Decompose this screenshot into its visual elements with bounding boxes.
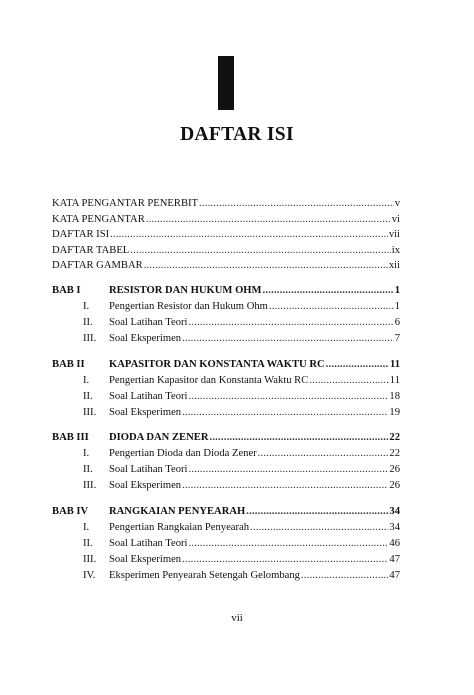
section-number: II.	[83, 317, 93, 329]
toc-entry[interactable]	[52, 212, 400, 228]
dot-leader	[144, 258, 388, 274]
toc-entry-label: DAFTAR GAMBAR	[52, 260, 143, 272]
section-number: I.	[83, 301, 90, 313]
page-number: vii	[231, 612, 243, 624]
section-number: I.	[83, 521, 90, 533]
section-number: IV.	[83, 569, 96, 581]
section-page: 34	[389, 521, 400, 533]
chapter-block	[52, 430, 400, 494]
chapter-number: BAB I	[52, 285, 81, 297]
toc-entry-label: DAFTAR TABEL	[52, 244, 130, 256]
section-title: Soal Latihan Teori	[109, 464, 188, 476]
section-title: Soal Eksperimen	[109, 406, 182, 418]
chapter-title: RANGKAIAN PENYEARAH	[109, 505, 246, 517]
dot-leader	[199, 196, 394, 212]
section-title: Soal Eksperimen	[109, 480, 182, 492]
section-number: III.	[83, 480, 97, 492]
section-page: 1	[394, 301, 400, 313]
section-title: Pengertian Rangkaian Penyearah	[109, 521, 250, 533]
section-title: Eksperimen Penyearah Setengah Gelombang	[109, 569, 300, 581]
toc-entry[interactable]	[52, 243, 400, 259]
dot-leader	[269, 299, 394, 315]
toc-entry-label: DAFTAR ISI	[52, 229, 110, 241]
section-title: Soal Eksperimen	[109, 553, 182, 565]
chapter-page: 1	[394, 285, 400, 297]
dot-leader	[146, 212, 391, 228]
chapter-number: BAB IV	[52, 505, 89, 517]
dot-leader	[130, 243, 390, 259]
section-page: 47	[389, 569, 400, 581]
section-entry[interactable]	[52, 478, 400, 494]
section-entry[interactable]	[52, 536, 400, 552]
section-title: Pengertian Resistor dan Hukum Ohm	[109, 301, 268, 313]
toc-entry-page: vi	[391, 213, 400, 225]
chapter-block	[52, 357, 400, 421]
chapter-block	[52, 504, 400, 584]
section-title: Pengertian Kapasitor dan Konstanta Waktu RC	[109, 374, 309, 386]
dot-leader	[110, 227, 388, 243]
dot-leader	[263, 283, 394, 299]
chapter-page: 11	[389, 358, 400, 370]
dot-leader	[189, 462, 389, 478]
toc-entry-page: v	[394, 198, 400, 209]
section-entry[interactable]	[52, 462, 400, 478]
toc-entry-label: KATA PENGANTAR PENERBIT	[52, 198, 199, 209]
section-entry[interactable]	[52, 405, 400, 421]
toc-entry-label: KATA PENGANTAR	[52, 213, 145, 225]
section-page: 26	[389, 480, 400, 492]
dot-leader	[182, 552, 388, 568]
dot-leader	[258, 446, 389, 462]
chapter-entry[interactable]	[52, 357, 400, 373]
dot-leader	[250, 520, 388, 536]
chapter-block	[52, 283, 400, 347]
chapter-title: DIODA DAN ZENER	[109, 432, 209, 444]
section-entry[interactable]	[52, 373, 400, 389]
dot-leader	[209, 430, 388, 446]
dot-leader	[182, 478, 388, 494]
section-title: Soal Latihan Teori	[109, 390, 188, 402]
toc-entry-page: ix	[391, 244, 400, 256]
section-number: II.	[83, 464, 93, 476]
dot-leader	[301, 568, 388, 584]
section-page: 19	[389, 406, 400, 418]
section-entry[interactable]	[52, 446, 400, 462]
section-entry[interactable]	[52, 568, 400, 584]
dot-leader	[189, 536, 389, 552]
section-title: Soal Latihan Teori	[109, 537, 188, 549]
dot-leader	[326, 357, 389, 373]
section-page: 6	[394, 317, 400, 329]
dot-leader	[189, 315, 394, 331]
chapter-entry[interactable]	[52, 283, 400, 299]
section-number: I.	[83, 448, 90, 460]
chapter-numeral-mark	[218, 56, 234, 110]
chapter-title: RESISTOR DAN HUKUM OHM	[109, 285, 262, 297]
section-entry[interactable]	[52, 389, 400, 405]
section-page: 46	[389, 537, 400, 549]
section-page: 22	[389, 448, 400, 460]
section-entry[interactable]	[52, 299, 400, 315]
section-page: 11	[389, 374, 400, 386]
section-number: II.	[83, 537, 93, 549]
chapter-number: BAB II	[52, 358, 85, 370]
toc-entry-page: xii	[388, 260, 400, 272]
section-number: II.	[83, 390, 93, 402]
section-number: III.	[83, 553, 97, 565]
section-page: 7	[394, 333, 400, 345]
section-entry[interactable]	[52, 315, 400, 331]
front-matter-list	[52, 196, 400, 274]
dot-leader	[309, 373, 388, 389]
toc-entry[interactable]	[52, 227, 400, 243]
section-page: 18	[389, 390, 400, 402]
chapter-page: 22	[389, 432, 400, 444]
section-entry[interactable]	[52, 520, 400, 536]
page-title: DAFTAR ISI	[180, 124, 294, 145]
section-entry[interactable]	[52, 552, 400, 568]
dot-leader	[246, 504, 388, 520]
chapter-page: 34	[389, 505, 400, 517]
dot-leader	[189, 389, 389, 405]
section-entry[interactable]	[52, 331, 400, 347]
section-page: 26	[389, 464, 400, 476]
chapter-title: KAPASITOR DAN KONSTANTA WAKTU RC	[109, 358, 325, 370]
section-number: III.	[83, 333, 97, 345]
chapter-number: BAB III	[52, 432, 89, 444]
toc-entry[interactable]	[52, 258, 400, 274]
section-title: Soal Latihan Teori	[109, 317, 188, 329]
section-number: I.	[83, 374, 90, 386]
section-number: III.	[83, 406, 97, 418]
toc-entry[interactable]	[52, 196, 400, 212]
dot-leader	[182, 405, 388, 421]
dot-leader	[182, 331, 394, 347]
section-title: Soal Eksperimen	[109, 333, 182, 345]
toc-entry-page: vii	[388, 229, 400, 241]
table-of-contents	[52, 196, 400, 584]
chapter-entry[interactable]	[52, 430, 400, 446]
section-page: 47	[389, 553, 400, 565]
chapter-entry[interactable]	[52, 504, 400, 520]
section-title: Pengertian Dioda dan Dioda Zener	[109, 448, 257, 460]
